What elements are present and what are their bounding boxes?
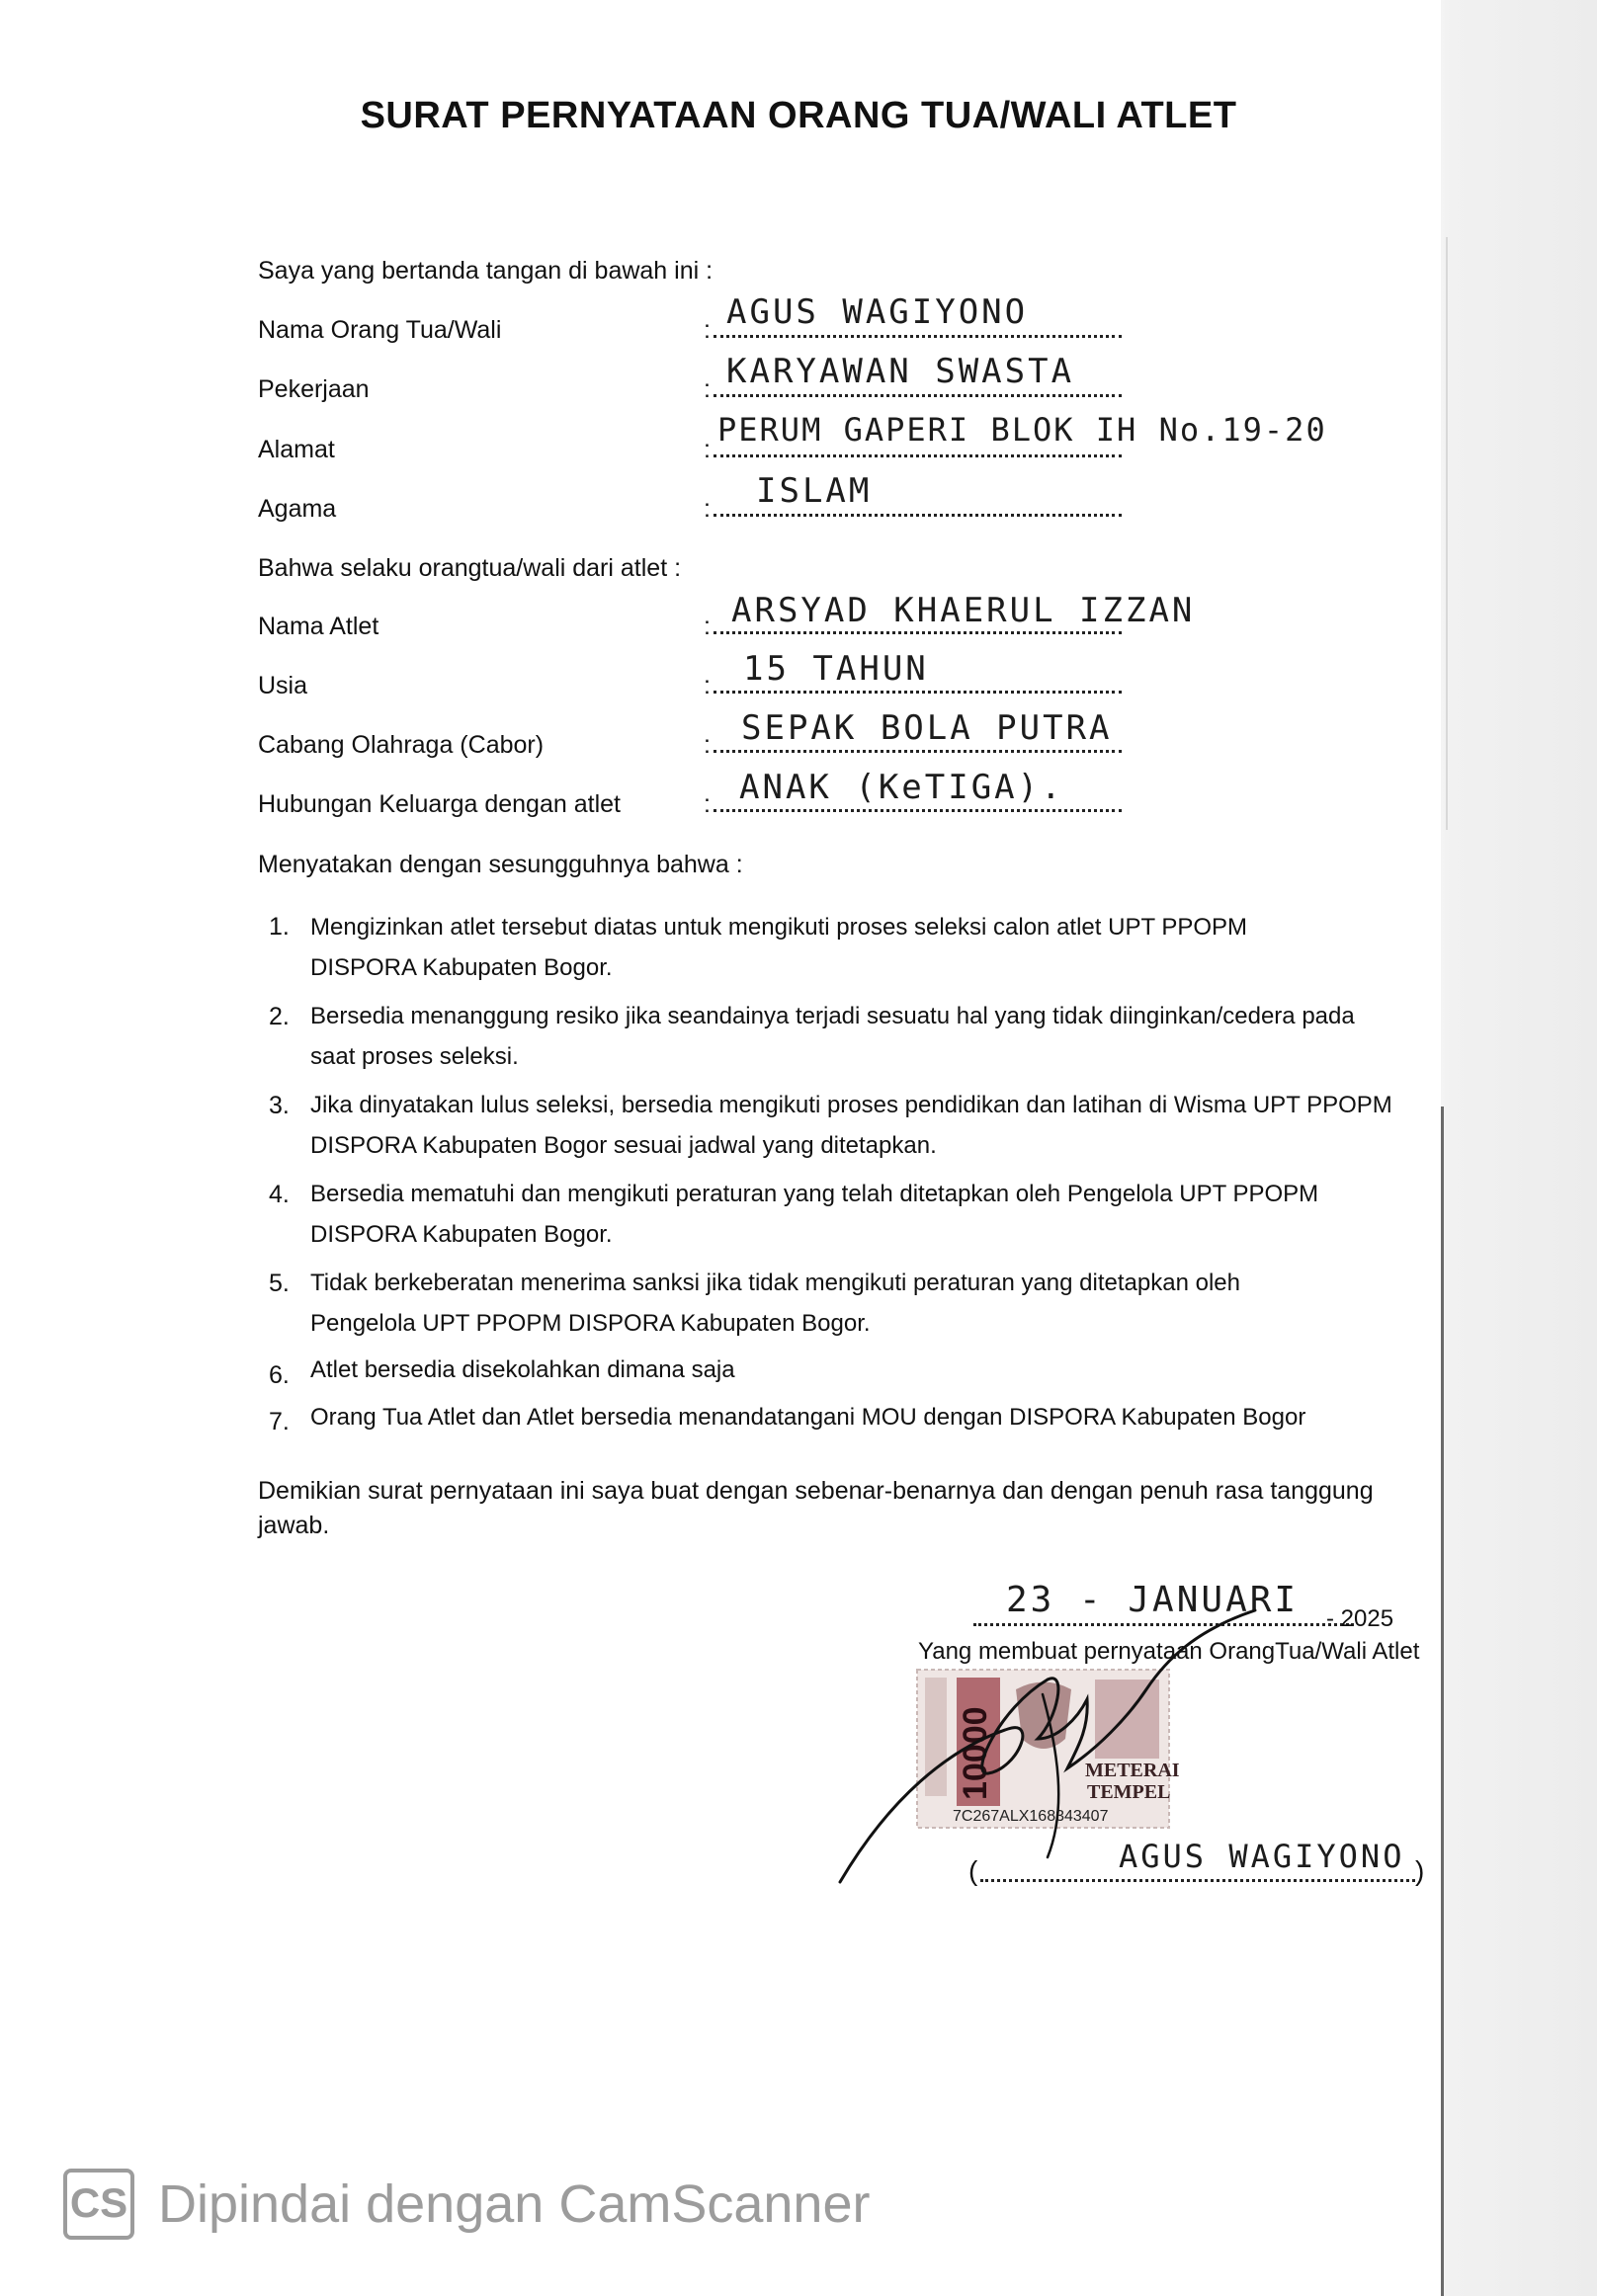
field-label-parent-name: Nama Orang Tua/Wali xyxy=(258,316,502,344)
field-colon: : xyxy=(704,436,711,463)
signer-paren-open: ( xyxy=(968,1855,978,1886)
stamp-amount: 10000 xyxy=(957,1706,994,1800)
field-value-relationship: ANAK (KeTIGA). xyxy=(739,768,1064,807)
list-item-line: DISPORA Kabupaten Bogor. xyxy=(310,954,613,981)
field-dotted-line xyxy=(714,750,1122,753)
field-label-age: Usia xyxy=(258,672,308,699)
date-handwritten: 23 - JANUARI xyxy=(1006,1580,1300,1620)
field-dotted-line xyxy=(714,691,1122,694)
field-colon: : xyxy=(704,672,711,699)
field-value-address: PERUM GAPERI BLOK IH No.19-20 xyxy=(717,411,1327,449)
field-dotted-line xyxy=(714,631,1122,634)
signer-name-handwritten: AGUS WAGIYONO xyxy=(1119,1838,1405,1875)
statement-intro-text: Menyatakan dengan sesungguhnya bahwa : xyxy=(258,851,743,878)
list-item-number: 1. xyxy=(269,913,290,941)
field-value-athlete-name: ARSYAD KHAERUL IZZAN xyxy=(731,591,1196,630)
stamp-line-2: TEMPEL xyxy=(1087,1781,1171,1803)
field-value-parent-name: AGUS WAGIYONO xyxy=(726,292,1029,332)
field-colon: : xyxy=(704,495,711,523)
signer-paren-close: ) xyxy=(1415,1855,1425,1886)
list-item-line: Orang Tua Atlet dan Atlet bersedia menandatangani MOU dengan DISPORA Kabupaten Bogor xyxy=(310,1404,1306,1431)
field-label-athlete-name: Nama Atlet xyxy=(258,613,379,640)
closing-line: jawab. xyxy=(258,1512,330,1539)
field-label-sport: Cabang Olahraga (Cabor) xyxy=(258,731,545,759)
field-colon: : xyxy=(704,790,711,818)
intro-text: Saya yang bertanda tangan di bawah ini : xyxy=(258,257,714,285)
field-label-address: Alamat xyxy=(258,436,335,463)
stamp-line-1: METERAI xyxy=(1085,1760,1180,1781)
camscanner-logo-icon: CS xyxy=(63,2169,134,2240)
field-label-relationship: Hubungan Keluarga dengan atlet xyxy=(258,790,621,818)
list-item-line: Jika dinyatakan lulus seleksi, bersedia mengikuti proses pendidikan dan latihan di Wisma UPT PPOPM xyxy=(310,1092,1392,1118)
field-value-sport: SEPAK BOLA PUTRA xyxy=(741,708,1113,748)
field-dotted-line xyxy=(714,809,1122,812)
field-label-religion: Agama xyxy=(258,495,337,523)
stamp-serial: 7C267ALX168343407 xyxy=(953,1808,1109,1825)
signer-caption: Yang membuat pernyataan OrangTua/Wali Atlet xyxy=(918,1638,1420,1665)
list-item-line: DISPORA Kabupaten Bogor. xyxy=(310,1221,613,1248)
list-item-line: Mengizinkan atlet tersebut diatas untuk mengikuti proses seleksi calon atlet UPT PPOPM xyxy=(310,914,1248,941)
signer-dotted-line xyxy=(980,1879,1415,1882)
field-colon: : xyxy=(704,316,711,344)
field-colon: : xyxy=(704,375,711,403)
list-item-number: 6. xyxy=(269,1361,290,1389)
field-colon: : xyxy=(704,731,711,759)
field-value-age: 15 TAHUN xyxy=(743,649,929,689)
scan-edge-shadow xyxy=(1441,0,1597,2296)
field-dotted-line xyxy=(714,394,1122,397)
scan-edge-line xyxy=(1441,1107,1444,2296)
date-year: - 2025 xyxy=(1326,1605,1394,1632)
list-item-line: saat proses seleksi. xyxy=(310,1043,519,1070)
athlete-intro-text: Bahwa selaku orangtua/wali dari atlet : xyxy=(258,554,682,582)
list-item-line: Bersedia menanggung resiko jika seandainya terjadi sesuatu hal yang tidak diinginkan/cedera pada xyxy=(310,1003,1355,1029)
list-item-line: DISPORA Kabupaten Bogor sesuai jadwal yang ditetapkan. xyxy=(310,1132,937,1159)
list-item-number: 2. xyxy=(269,1003,290,1030)
document-title: SURAT PERNYATAAN ORANG TUA/WALI ATLET xyxy=(360,95,1237,136)
scanner-watermark-text: Dipindai dengan CamScanner xyxy=(158,2174,871,2234)
list-item-line: Atlet bersedia disekolahkan dimana saja xyxy=(310,1356,735,1383)
field-label-occupation: Pekerjaan xyxy=(258,375,370,403)
list-item-line: Tidak berkeberatan menerima sanksi jika tidak mengikuti peraturan yang ditetapkan oleh xyxy=(310,1270,1240,1296)
list-item-number: 7. xyxy=(269,1408,290,1435)
list-item-line: Bersedia mematuhi dan mengikuti peraturan yang telah ditetapkan oleh Pengelola UPT PPOPM xyxy=(310,1181,1319,1207)
field-dotted-line xyxy=(714,335,1122,338)
closing-line: Demikian surat pernyataan ini saya buat dengan sebenar-benarnya dan dengan penuh rasa tanggung xyxy=(258,1477,1374,1505)
list-item-number: 3. xyxy=(269,1092,290,1119)
field-dotted-line xyxy=(714,454,1122,457)
list-item-number: 4. xyxy=(269,1181,290,1208)
field-dotted-line xyxy=(714,514,1122,517)
list-item-line: Pengelola UPT PPOPM DISPORA Kabupaten Bogor. xyxy=(310,1310,871,1337)
field-value-religion: ISLAM xyxy=(756,471,873,511)
list-item-number: 5. xyxy=(269,1270,290,1297)
scan-edge-line-upper xyxy=(1446,237,1448,830)
field-colon: : xyxy=(704,613,711,640)
field-value-occupation: KARYAWAN SWASTA xyxy=(726,352,1075,391)
